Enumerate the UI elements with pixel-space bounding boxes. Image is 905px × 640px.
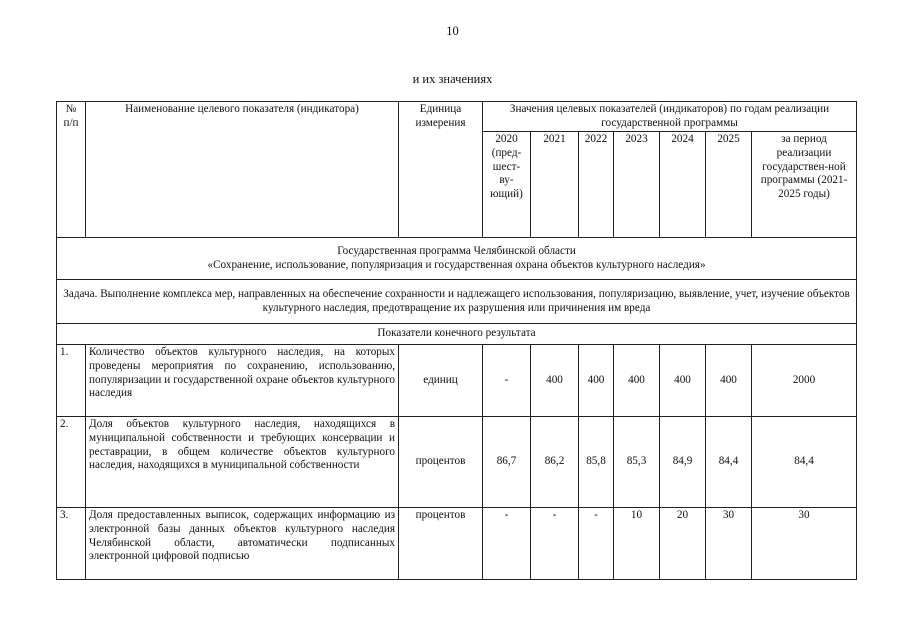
indicators-table	[56, 101, 857, 580]
row-value-2023: 85,3	[614, 417, 660, 508]
table-row	[57, 508, 857, 580]
row-value-total: 2000	[752, 345, 857, 417]
header-values-group: Значения целевых показателей (индикаторов) по годам реализации государственной программы	[483, 102, 857, 132]
row-value-total: 84,4	[752, 417, 857, 508]
document-title: и их значениях	[412, 72, 493, 86]
row-name: Доля предоставленных выписок, содержащих информацию из электронной базы данных объектов культурного наследия Челябинской области, автоматически подписанных электронной цифровой подписью	[86, 508, 399, 580]
program-line-1: Государственная программа Челябинской области	[337, 245, 576, 258]
program-cell	[57, 238, 857, 280]
header-year-2020: 2020 (пред-шест-ву-ющий)	[483, 132, 531, 238]
header-year-2024: 2024	[660, 132, 706, 238]
program-row	[57, 238, 857, 280]
header-year-2021: 2021	[531, 132, 579, 238]
program-line-2: «Сохранение, использование, популяризация и государственная охрана объектов культурного наследия»	[207, 258, 706, 271]
header-year-2025: 2025	[706, 132, 752, 238]
row-value-2020: 86,7	[483, 417, 531, 508]
header-num: № п/п	[57, 102, 86, 238]
row-value-2024: 20	[660, 508, 706, 580]
row-value-2020: -	[483, 508, 531, 580]
header-name: Наименование целевого показателя (индикатора)	[86, 102, 399, 238]
row-value-2022: -	[579, 508, 614, 580]
row-value-2020: -	[483, 345, 531, 417]
row-unit: процентов	[399, 508, 483, 580]
row-num: 2.	[57, 417, 86, 508]
row-value-2024: 400	[660, 345, 706, 417]
section-row	[57, 324, 857, 345]
task-row	[57, 280, 857, 324]
header-period-total: за период реализации государствен-ной программы (2021-2025 годы)	[752, 132, 857, 238]
task-cell: Задача. Выполнение комплекса мер, направленных на обеспечение сохранности и надлежащего использования, популяризацию, выявление, учет, изучение объектов культурного наследия, предотвращение их разрушения или причинения им вреда	[57, 280, 857, 324]
row-value-2023: 10	[614, 508, 660, 580]
header-unit: Единица измерения	[399, 102, 483, 238]
section-cell: Показатели конечного результата	[57, 324, 857, 345]
header-row-1	[57, 102, 857, 132]
header-year-2022: 2022	[579, 132, 614, 238]
header-year-2023: 2023	[614, 132, 660, 238]
row-value-2021: 86,2	[531, 417, 579, 508]
row-value-2022: 85,8	[579, 417, 614, 508]
row-value-total: 30	[752, 508, 857, 580]
page-number: 10	[446, 24, 459, 38]
row-unit: единиц	[399, 345, 483, 417]
row-name: Количество объектов культурного наследия, на которых проведены мероприятия по сохранению, использованию, популяризации и государственной охране объектов культурного наследия	[86, 345, 399, 417]
row-num: 1.	[57, 345, 86, 417]
row-value-2022: 400	[579, 345, 614, 417]
row-value-2021: -	[531, 508, 579, 580]
row-value-2024: 84,9	[660, 417, 706, 508]
row-value-2025: 400	[706, 345, 752, 417]
row-value-2025: 30	[706, 508, 752, 580]
row-num: 3.	[57, 508, 86, 580]
row-unit: процентов	[399, 417, 483, 508]
table-row	[57, 345, 857, 417]
row-value-2023: 400	[614, 345, 660, 417]
row-name: Доля объектов культурного наследия, находящихся в муниципальной собственности и требующих консервации и реставрации, в общем количестве объектов культурного наследия, находящихся в муниципальной собственности	[86, 417, 399, 508]
row-value-2021: 400	[531, 345, 579, 417]
row-value-2025: 84,4	[706, 417, 752, 508]
table-row	[57, 417, 857, 508]
